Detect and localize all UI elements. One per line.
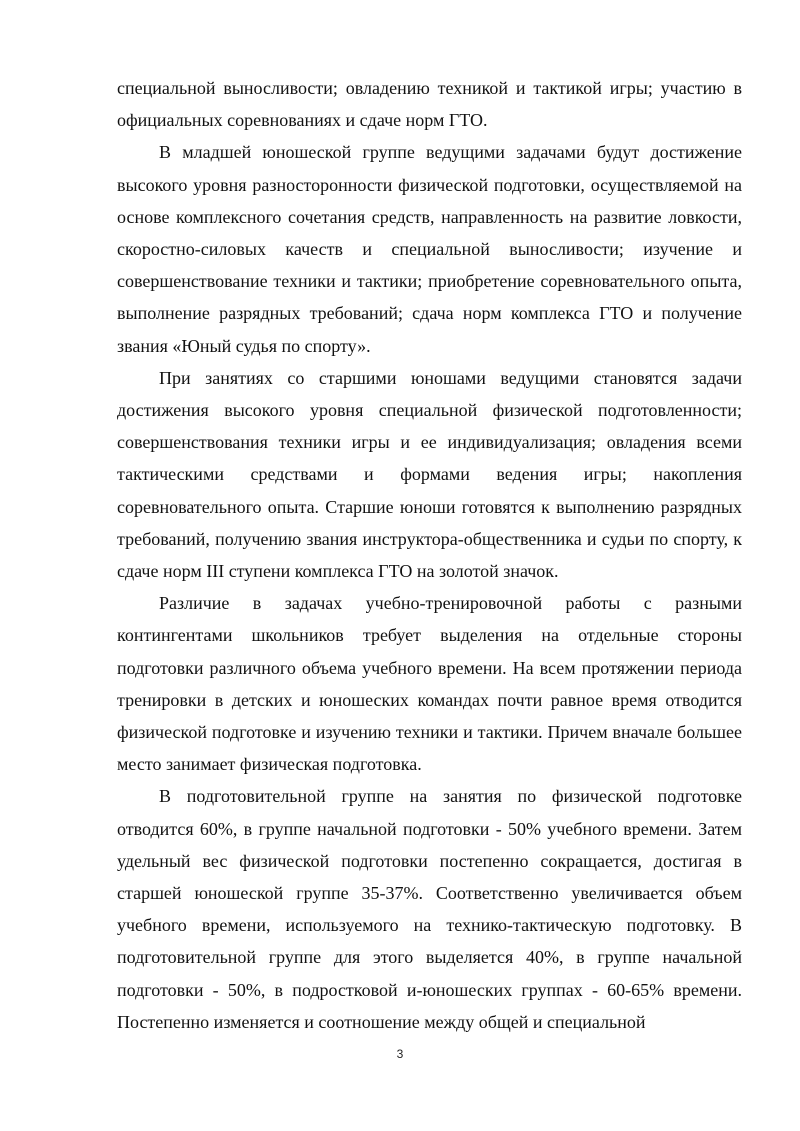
paragraph-3: При занятиях со старшими юношами ведущими становятся задачи достижения высокого уровня специальной физической подготовленности; совершенствования техники игры и ее индивидуализация; овладения всеми тактическими средствами и формами ведения игры; накопления соревновательного опыта. Старшие юноши готовятся к выполнению разрядных требований, получению звания инструктора-общественника и судьи по спорту, к сдаче норм III ступени комплекса ГТО на золотой значок. [117, 367, 742, 582]
page-number: 3 [396, 1047, 404, 1061]
paragraph-4: Различие в задачах учебно-тренировочной работы с разными контингентами школьников требует выделения на отдельные стороны подготовки различного объема учебного времени. На всем протяжении периода тренировки в детских и юношеских командах почти равное время отводится физической подготовке и изучению техники и тактики. Причем вначале большее место занимает физическая подготовка. [117, 593, 742, 775]
paragraph-5: В подготовительной группе на занятия по физической подготовке отводится 60%, в группе начальной подготовки - 50% учебного времени. Затем удельный вес физической подготовки постепенно сокращается, достигая в старшей юношеской группе 35-37%. Соответственно увеличивается объем учебного времени, используемого на технико-тактическую подготовку. В подготовительной группе для этого выделяется 40%, в группе начальной подготовки - 50%, в подростковой и-юношеских группах - 60-65% времени. Постепенно изменяется и соотношение между общей и специальной [117, 786, 742, 1032]
paragraph-1: специальной выносливости; овладению техникой и тактикой игры; участию в официальных соревнованиях и сдаче норм ГТО. [117, 78, 742, 131]
document-page [117, 72, 742, 1038]
paragraph-2: В младшей юношеской группе ведущими задачами будут достижение высокого уровня разносторонности физической подготовки, осуществляемой на основе комплексного сочетания средств, направленность на развитие ловкости, скоростно-силовых качеств и специальной выносливости; изучение и совершенствование техники и тактики; приобретение соревновательного опыта, выполнение разрядных требований; сдача норм комплекса ГТО и получение звания «Юный судья по спорту». [117, 142, 742, 356]
